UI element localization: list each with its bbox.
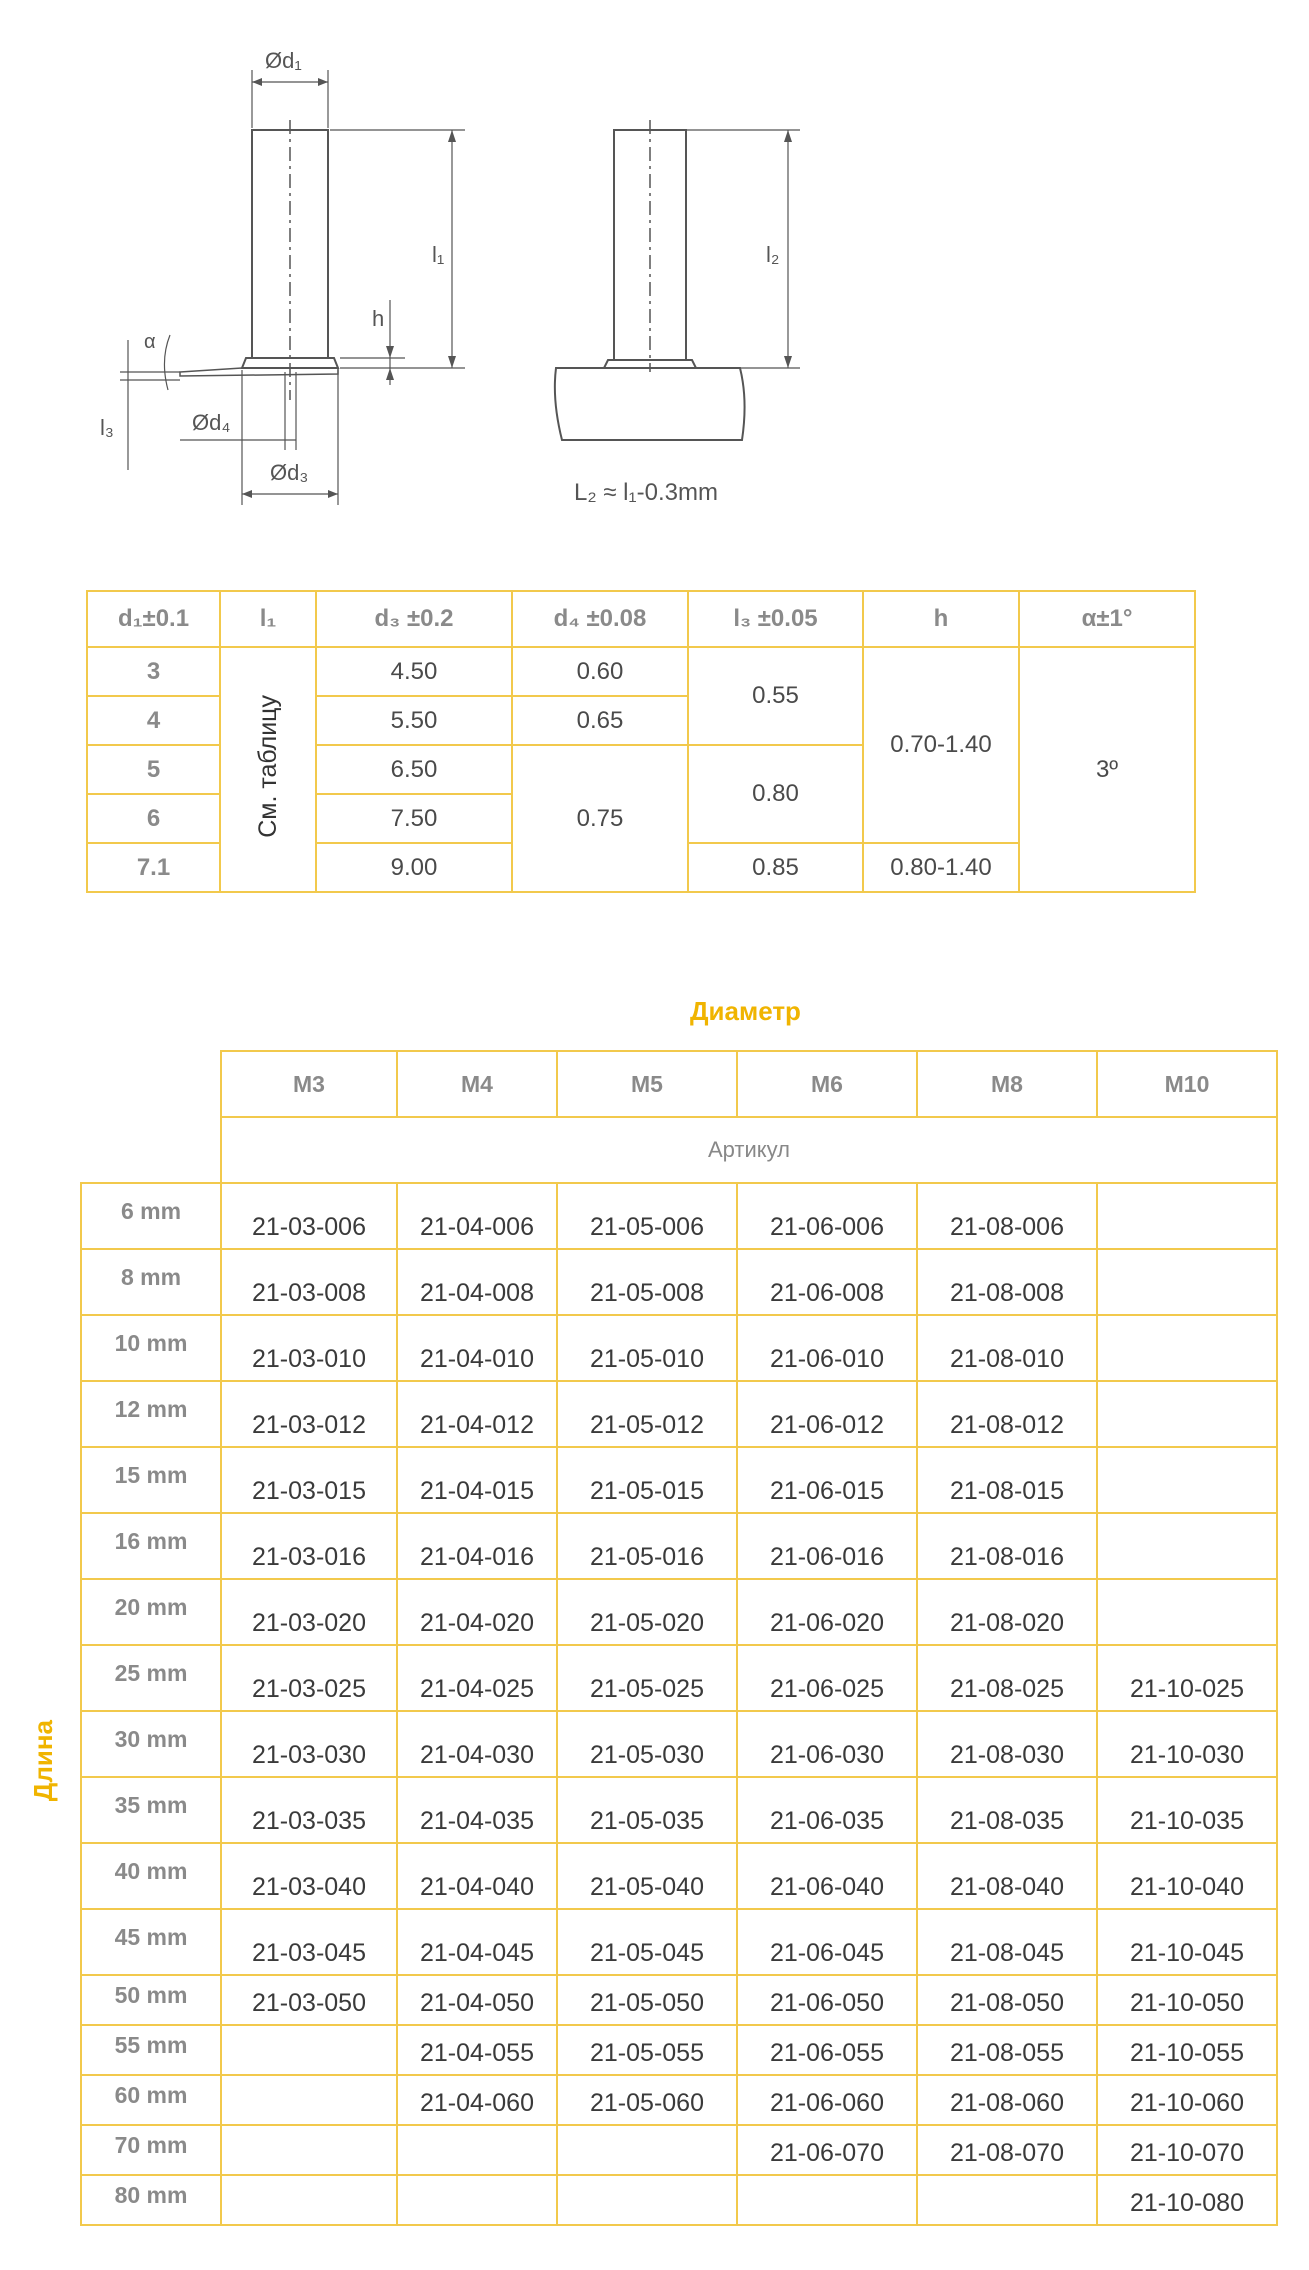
length-title: Длина (28, 1720, 58, 1802)
article-code-cell: 21-05-006 (557, 1183, 737, 1249)
column-m6: M6 (737, 1051, 917, 1117)
article-code-cell: 21-06-070 (737, 2125, 917, 2175)
column-m3: M3 (221, 1051, 397, 1117)
article-code-cell: 21-06-008 (737, 1249, 917, 1315)
article-code-cell: 21-04-040 (397, 1843, 557, 1909)
article-code-cell (917, 2175, 1097, 2225)
cell-d4: 0.60 (512, 647, 688, 696)
article-code-cell (1097, 1249, 1277, 1315)
article-code-cell: 21-06-012 (737, 1381, 917, 1447)
article-code-cell: 21-03-012 (221, 1381, 397, 1447)
table-row (81, 1579, 1277, 1645)
article-code-cell: 21-08-045 (917, 1909, 1097, 1975)
stud-technical-drawing (0, 0, 1309, 560)
article-code-cell (1097, 1579, 1277, 1645)
table-row (87, 647, 1195, 696)
article-code-cell (221, 2025, 397, 2075)
article-code-cell: 21-08-020 (917, 1579, 1097, 1645)
header-d4: d₄ ±0.08 (512, 591, 688, 647)
label-d3: Ød₃ (270, 460, 309, 485)
length-cell: 6 mm (81, 1183, 221, 1249)
label-l2: l₂ (766, 242, 780, 267)
article-code-cell: 21-10-045 (1097, 1909, 1277, 1975)
cell-d1: 7.1 (87, 843, 220, 892)
article-code-cell: 21-05-015 (557, 1447, 737, 1513)
article-code-cell: 21-04-050 (397, 1975, 557, 2025)
length-cell: 16 mm (81, 1513, 221, 1579)
article-code-cell: 21-06-045 (737, 1909, 917, 1975)
article-code-cell (397, 2175, 557, 2225)
cell-d1: 5 (87, 745, 220, 794)
article-code-cell: 21-08-015 (917, 1447, 1097, 1513)
length-cell: 45 mm (81, 1909, 221, 1975)
length-cell: 15 mm (81, 1447, 221, 1513)
table-row (81, 1447, 1277, 1513)
article-code-cell: 21-05-008 (557, 1249, 737, 1315)
cell-d1: 3 (87, 647, 220, 696)
length-cell: 8 mm (81, 1249, 221, 1315)
diameter-header-row (81, 1051, 1277, 1117)
table-row (81, 1843, 1277, 1909)
article-code-cell: 21-03-025 (221, 1645, 397, 1711)
part-number-table (80, 1050, 1278, 2226)
length-cell: 20 mm (81, 1579, 221, 1645)
article-code-cell: 21-08-025 (917, 1645, 1097, 1711)
article-code-cell: 21-03-045 (221, 1909, 397, 1975)
article-code-cell: 21-06-050 (737, 1975, 917, 2025)
cell-l3: 0.55 (688, 647, 863, 745)
cell-l3: 0.80 (688, 745, 863, 843)
article-code-cell: 21-04-008 (397, 1249, 557, 1315)
cell-h: 0.70-1.40 (863, 647, 1019, 843)
table-row (81, 2175, 1277, 2225)
article-code-cell: 21-08-016 (917, 1513, 1097, 1579)
article-code-cell: 21-08-060 (917, 2075, 1097, 2125)
article-code-cell: 21-05-050 (557, 1975, 737, 2025)
article-code-cell (557, 2175, 737, 2225)
length-cell: 40 mm (81, 1843, 221, 1909)
cell-d3: 6.50 (316, 745, 512, 794)
table-row (81, 2075, 1277, 2125)
column-m10: M10 (1097, 1051, 1277, 1117)
column-m8: M8 (917, 1051, 1097, 1117)
header-d3: d₃ ±0.2 (316, 591, 512, 647)
diameter-title: Диаметр (690, 996, 801, 1026)
article-code-cell: 21-03-040 (221, 1843, 397, 1909)
article-code-cell: 21-10-035 (1097, 1777, 1277, 1843)
article-code-cell: 21-08-030 (917, 1711, 1097, 1777)
article-code-cell: 21-05-020 (557, 1579, 737, 1645)
article-code-cell: 21-05-030 (557, 1711, 737, 1777)
article-code-cell: 21-06-006 (737, 1183, 917, 1249)
article-code-cell: 21-04-006 (397, 1183, 557, 1249)
article-code-cell: 21-03-016 (221, 1513, 397, 1579)
length-cell: 35 mm (81, 1777, 221, 1843)
base-plate (555, 368, 745, 440)
article-code-cell: 21-08-006 (917, 1183, 1097, 1249)
article-code-cell: 21-06-025 (737, 1645, 917, 1711)
label-d4: Ød₄ (192, 410, 231, 435)
article-code-cell: 21-03-050 (221, 1975, 397, 2025)
article-code-cell: 21-10-050 (1097, 1975, 1277, 2025)
article-code-cell: 21-06-016 (737, 1513, 917, 1579)
column-m5: M5 (557, 1051, 737, 1117)
article-code-cell: 21-05-045 (557, 1909, 737, 1975)
article-code-cell: 21-03-008 (221, 1249, 397, 1315)
article-label: Артикул (221, 1117, 1277, 1183)
article-code-cell: 21-10-040 (1097, 1843, 1277, 1909)
table-row (81, 1513, 1277, 1579)
article-code-cell: 21-06-030 (737, 1711, 917, 1777)
article-code-cell: 21-06-035 (737, 1777, 917, 1843)
article-code-cell (1097, 1315, 1277, 1381)
article-code-cell: 21-04-035 (397, 1777, 557, 1843)
length-cell: 25 mm (81, 1645, 221, 1711)
article-code-cell: 21-04-060 (397, 2075, 557, 2125)
article-code-cell: 21-08-010 (917, 1315, 1097, 1381)
article-row (81, 1117, 1277, 1183)
cell-d4: 0.65 (512, 696, 688, 745)
length-cell: 50 mm (81, 1975, 221, 2025)
article-code-cell: 21-05-035 (557, 1777, 737, 1843)
length-cell: 12 mm (81, 1381, 221, 1447)
dimensions-table (86, 590, 1196, 893)
article-code-cell: 21-08-012 (917, 1381, 1097, 1447)
article-code-cell: 21-08-008 (917, 1249, 1097, 1315)
table-row (81, 1249, 1277, 1315)
table-row (81, 2025, 1277, 2075)
table-row (81, 1381, 1277, 1447)
table-header-row (87, 591, 1195, 647)
length-cell: 80 mm (81, 2175, 221, 2225)
article-code-cell: 21-04-015 (397, 1447, 557, 1513)
article-code-cell: 21-03-020 (221, 1579, 397, 1645)
article-code-cell: 21-05-025 (557, 1645, 737, 1711)
article-code-cell: 21-03-035 (221, 1777, 397, 1843)
article-code-cell (557, 2125, 737, 2175)
article-code-cell: 21-03-006 (221, 1183, 397, 1249)
cell-h: 0.80-1.40 (863, 843, 1019, 892)
article-code-cell: 21-04-020 (397, 1579, 557, 1645)
length-cell: 70 mm (81, 2125, 221, 2175)
article-code-cell: 21-04-045 (397, 1909, 557, 1975)
article-code-cell: 21-03-030 (221, 1711, 397, 1777)
article-code-cell: 21-06-060 (737, 2075, 917, 2125)
cell-d3: 5.50 (316, 696, 512, 745)
table-row (81, 1315, 1277, 1381)
article-code-cell: 21-04-030 (397, 1711, 557, 1777)
article-code-cell: 21-06-040 (737, 1843, 917, 1909)
cell-l1-note (220, 647, 316, 892)
label-l1: l₁ (432, 242, 445, 267)
table-row (81, 2125, 1277, 2175)
table-row (81, 1909, 1277, 1975)
article-code-cell: 21-08-040 (917, 1843, 1097, 1909)
article-code-cell: 21-04-055 (397, 2025, 557, 2075)
l1-note-text: См. таблицу (253, 694, 282, 838)
article-code-cell: 21-04-010 (397, 1315, 557, 1381)
table-row (81, 1711, 1277, 1777)
article-code-cell (221, 2175, 397, 2225)
part-table-body (81, 1051, 1277, 2225)
header-l3: l₃ ±0.05 (688, 591, 863, 647)
article-code-cell: 21-06-015 (737, 1447, 917, 1513)
article-code-cell: 21-08-050 (917, 1975, 1097, 2025)
label-d1: Ød₁ (265, 48, 302, 73)
label-h: h (372, 306, 385, 331)
article-code-cell: 21-03-010 (221, 1315, 397, 1381)
article-code-cell: 21-10-030 (1097, 1711, 1277, 1777)
article-code-cell: 21-05-055 (557, 2025, 737, 2075)
article-code-cell: 21-05-060 (557, 2075, 737, 2125)
article-code-cell: 21-05-012 (557, 1381, 737, 1447)
length-cell: 30 mm (81, 1711, 221, 1777)
column-m4: M4 (397, 1051, 557, 1117)
article-code-cell: 21-05-016 (557, 1513, 737, 1579)
cell-d1: 6 (87, 794, 220, 843)
article-code-cell (221, 2075, 397, 2125)
article-code-cell: 21-10-070 (1097, 2125, 1277, 2175)
header-h: h (863, 591, 1019, 647)
article-code-cell: 21-04-016 (397, 1513, 557, 1579)
cell-d1: 4 (87, 696, 220, 745)
article-code-cell: 21-08-035 (917, 1777, 1097, 1843)
article-code-cell (1097, 1447, 1277, 1513)
label-alpha: α (144, 331, 156, 353)
article-code-cell: 21-04-025 (397, 1645, 557, 1711)
length-cell: 10 mm (81, 1315, 221, 1381)
cell-d3: 9.00 (316, 843, 512, 892)
article-code-cell (397, 2125, 557, 2175)
cell-l3: 0.85 (688, 843, 863, 892)
article-code-cell: 21-05-010 (557, 1315, 737, 1381)
article-code-cell: 21-06-010 (737, 1315, 917, 1381)
length-cell: 60 mm (81, 2075, 221, 2125)
label-l3: l₃ (100, 415, 114, 440)
table-row (81, 1777, 1277, 1843)
article-code-cell: 21-10-060 (1097, 2075, 1277, 2125)
article-code-cell (737, 2175, 917, 2225)
table-row (81, 1645, 1277, 1711)
article-code-cell: 21-10-080 (1097, 2175, 1277, 2225)
article-code-cell: 21-05-040 (557, 1843, 737, 1909)
header-l1: l₁ (220, 591, 316, 647)
table-row (81, 1183, 1277, 1249)
cell-d3: 7.50 (316, 794, 512, 843)
table-row (81, 1975, 1277, 2025)
left-stud-body (252, 130, 328, 358)
article-code-cell (1097, 1381, 1277, 1447)
article-code-cell: 21-06-020 (737, 1579, 917, 1645)
length-cell: 55 mm (81, 2025, 221, 2075)
article-code-cell: 21-03-015 (221, 1447, 397, 1513)
cell-d4: 0.75 (512, 745, 688, 892)
article-code-cell (1097, 1183, 1277, 1249)
header-alpha: α±1° (1019, 591, 1195, 647)
right-stud-body (614, 130, 686, 360)
header-d1: d₁±0.1 (87, 591, 220, 647)
cell-d3: 4.50 (316, 647, 512, 696)
article-code-cell: 21-04-012 (397, 1381, 557, 1447)
cell-alpha: 3º (1019, 647, 1195, 892)
formula-l2: L₂ ≈ l₁-0.3mm (574, 479, 718, 506)
corner-blank (81, 1051, 221, 1117)
article-code-cell (221, 2125, 397, 2175)
article-code-cell: 21-10-025 (1097, 1645, 1277, 1711)
article-code-cell: 21-08-055 (917, 2025, 1097, 2075)
article-code-cell: 21-10-055 (1097, 2025, 1277, 2075)
corner-blank (81, 1117, 221, 1183)
article-code-cell: 21-06-055 (737, 2025, 917, 2075)
article-code-cell: 21-08-070 (917, 2125, 1097, 2175)
article-code-cell (1097, 1513, 1277, 1579)
